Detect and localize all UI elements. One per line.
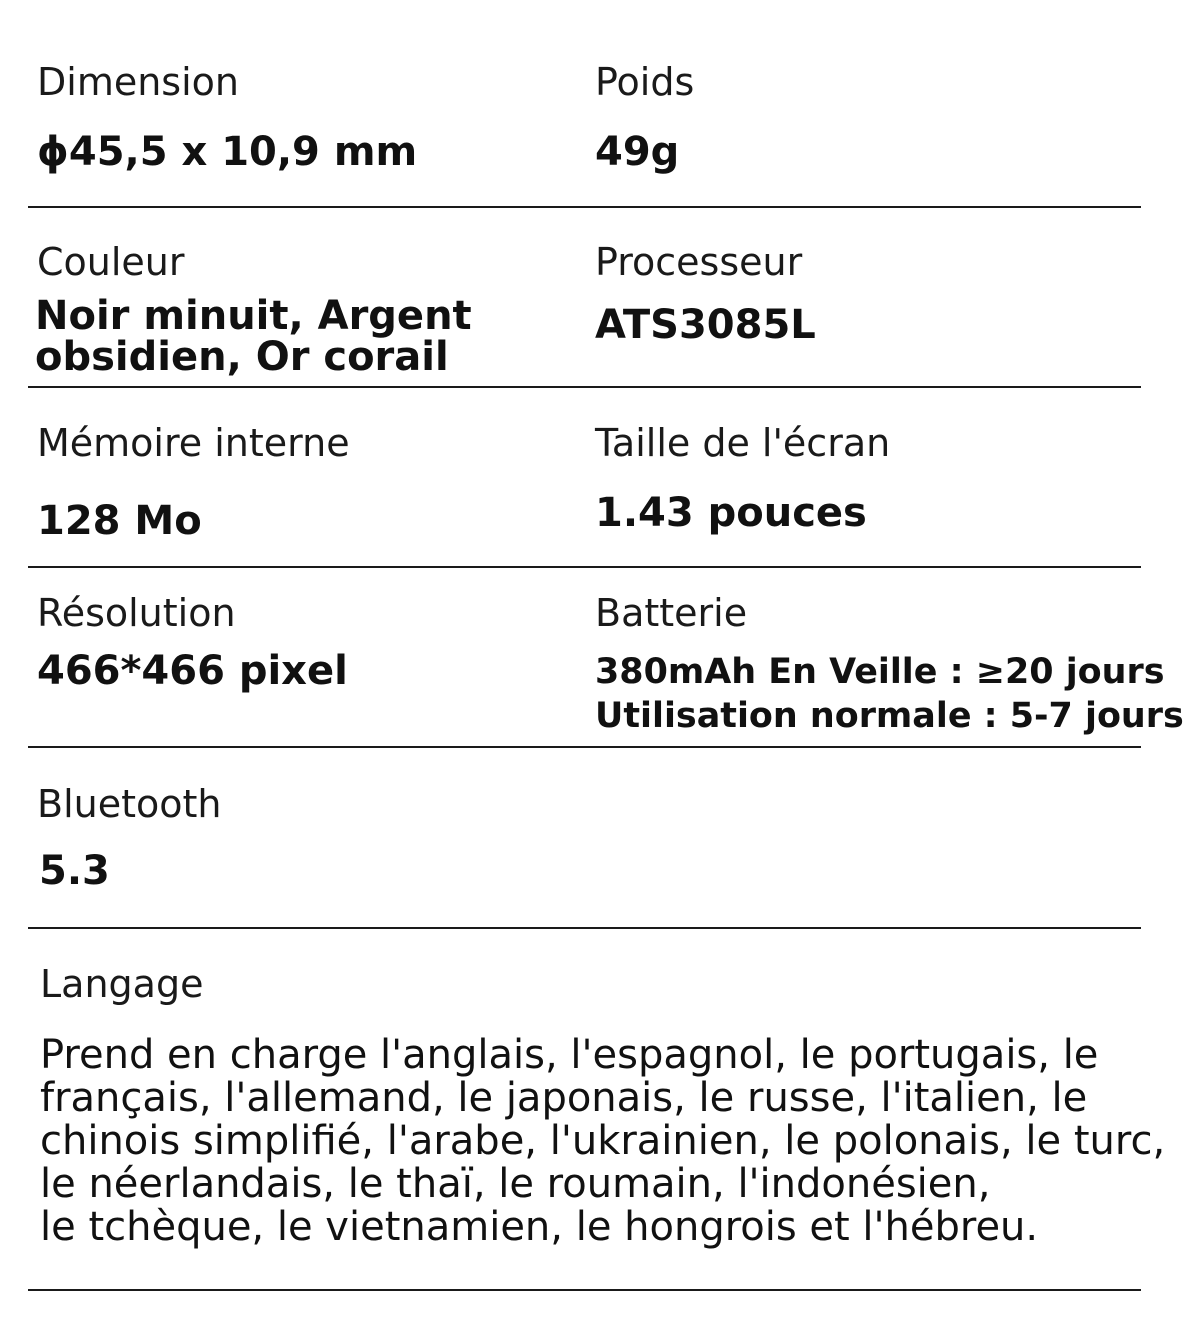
poids-label: Poids <box>595 60 695 104</box>
bluetooth-label: Bluetooth <box>37 782 222 826</box>
couleur-label: Couleur <box>37 240 185 284</box>
langage-value-line: le tchèque, le vietnamien, le hongrois et l'hébreu. <box>40 1204 1039 1250</box>
taille-label: Taille de l'écran <box>595 421 891 465</box>
batterie-value-line: 380mAh En Veille : ≥20 jours <box>595 652 1165 692</box>
dimension-value: ϕ45,5 x 10,9 mm <box>37 129 418 175</box>
resolution-value: 466*466 pixel <box>37 648 348 694</box>
bluetooth-value: 5.3 <box>39 848 110 894</box>
batterie-value <box>595 650 1184 738</box>
batterie-label: Batterie <box>595 591 748 635</box>
divider <box>28 206 1141 208</box>
langage-value-line: le néerlandais, le thaï, le roumain, l'indonésien, <box>40 1161 991 1207</box>
couleur-value-line: Noir minuit, Argent <box>35 293 472 339</box>
taille-value: 1.43 pouces <box>595 490 867 536</box>
couleur-value-line: obsidien, Or corail <box>35 334 449 380</box>
memoire-label: Mémoire interne <box>37 421 350 465</box>
divider <box>28 927 1141 929</box>
langage-value-line: français, l'allemand, le japonais, le russe, l'italien, le <box>40 1075 1088 1121</box>
couleur-value <box>35 293 472 380</box>
divider <box>28 566 1141 568</box>
langage-value-line: Prend en charge l'anglais, l'espagnol, le portugais, le <box>40 1032 1099 1078</box>
memoire-value: 128 Mo <box>37 498 202 544</box>
processeur-label: Processeur <box>595 240 803 284</box>
langage-value <box>40 1034 1180 1249</box>
divider <box>28 386 1141 388</box>
divider <box>28 1289 1141 1291</box>
resolution-label: Résolution <box>37 591 236 635</box>
langage-value-line: chinois simplifié, l'arabe, l'ukrainien, le polonais, le turc, <box>40 1118 1166 1164</box>
dimension-label: Dimension <box>37 60 239 104</box>
divider <box>28 746 1141 748</box>
batterie-value-line: Utilisation normale : 5-7 jours <box>595 696 1184 736</box>
poids-value: 49g <box>595 129 680 175</box>
processeur-value: ATS3085L <box>595 302 816 348</box>
langage-label: Langage <box>40 962 204 1006</box>
